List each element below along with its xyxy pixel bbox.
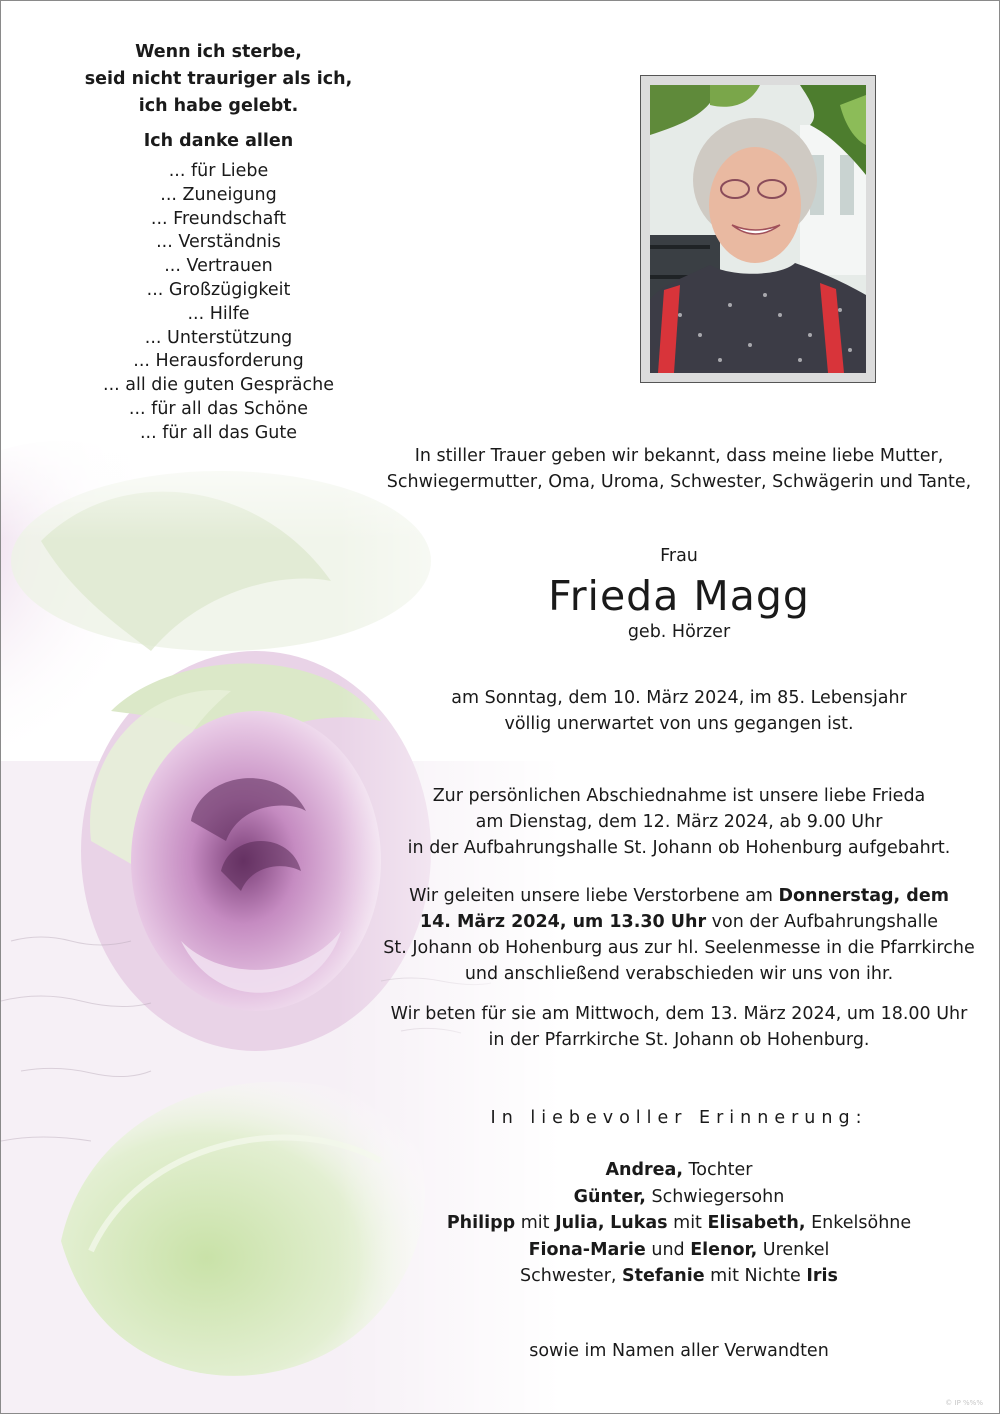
poem-opening (61, 39, 376, 120)
prayer-text (381, 1001, 977, 1053)
family-member-name: Elisabeth, (707, 1213, 806, 1233)
family-relation: Schwiegersohn (645, 1186, 785, 1207)
poem-thanks: Ich danke allen (143, 131, 294, 151)
family-list (381, 1157, 977, 1290)
passing-line: am Sonntag, dem 10. März 2024, im 85. Lebensjahr (451, 688, 907, 708)
announcement (381, 443, 977, 1364)
intro-line: Schwiegermutter, Oma, Uroma, Schwester, Schwägerin und Tante, (386, 472, 972, 492)
family-member-name: Lukas (610, 1213, 668, 1233)
family-relation: Urenkel (757, 1239, 830, 1260)
prayer-line: in der Pfarrkirche St. Johann ob Hohenburg. (488, 1030, 870, 1050)
family-member-name: Julia, (555, 1213, 605, 1233)
portrait-photo-frame (640, 75, 876, 383)
family-relation: Tochter (682, 1160, 753, 1180)
intro-line: In stiller Trauer geben wir bekannt, dass meine liebe Mutter, (414, 446, 944, 466)
poem-line: ... für Liebe (168, 161, 269, 181)
poem-line: ... Zuneigung (160, 184, 277, 205)
procession-date-bold: Donnerstag, dem (778, 886, 949, 906)
poem-line: ... für all das Schöne (128, 398, 309, 419)
poem-lines (61, 160, 376, 446)
poem-line: ... Herausforderung (133, 351, 304, 372)
poem-opening-line: seid nicht trauriger als ich, (84, 69, 353, 89)
family-member-name: Fiona-Marie (528, 1239, 646, 1260)
poem-line: ... Vertrauen (164, 256, 273, 277)
family-connector: mit (515, 1213, 556, 1233)
family-row (381, 1237, 977, 1264)
family-member-name: Philipp (446, 1213, 516, 1233)
passing-line: völlig unerwartet von uns gegangen ist. (504, 714, 854, 734)
family-member-name: Günter, (573, 1186, 646, 1207)
poem-line: ... Freundschaft (150, 208, 287, 229)
prayer-line: Wir beten für sie am Mittwoch, dem 13. März 2024, um 18.00 Uhr (390, 1004, 968, 1024)
memory-heading: In liebevoller Erinnerung: (490, 1108, 868, 1128)
family-row (381, 1157, 977, 1184)
poem-opening-line: Wenn ich sterbe, (135, 42, 302, 62)
maiden-name: geb. Hörzer (627, 622, 731, 642)
family-row (381, 1184, 977, 1211)
procession-line (381, 909, 977, 935)
family-connector: mit Nichte (704, 1266, 807, 1286)
closing-line: sowie im Namen aller Verwandten (529, 1340, 829, 1361)
poem-line: ... für all das Gute (139, 422, 298, 443)
passing-text (381, 685, 977, 737)
viewing-line: am Dienstag, dem 12. März 2024, ab 9.00 Uhr (475, 812, 883, 832)
poem-line: ... Hilfe (187, 303, 250, 324)
procession-line (381, 883, 977, 909)
viewing-line: Zur persönlichen Abschiednahme ist unsere liebe Frieda (432, 786, 926, 806)
poem-line: ... all die guten Gespräche (103, 375, 334, 396)
deceased-name: Frieda Magg (548, 572, 810, 620)
intro-text (381, 443, 977, 495)
viewing-text (381, 783, 977, 861)
family-member-name: Iris (806, 1266, 838, 1286)
family-member-name: Andrea, (605, 1160, 683, 1180)
family-row (381, 1210, 977, 1237)
family-relation: Schwester, (520, 1266, 623, 1286)
family-connector: mit (667, 1213, 708, 1233)
poem-line: ... Großzügigkeit (146, 279, 291, 300)
family-relation: Enkelsöhne (805, 1213, 912, 1233)
family-member-name: Stefanie (622, 1266, 705, 1286)
poem (61, 39, 376, 446)
portrait-photo (650, 85, 866, 373)
family-member-name: Elenor, (690, 1239, 758, 1260)
procession-text (381, 883, 977, 987)
poem-line: ... Unterstützung (144, 327, 293, 348)
poem-line: ... Verständnis (156, 232, 281, 253)
procession-date-bold: 14. März 2024, um 13.30 Uhr (419, 912, 707, 932)
viewing-line: in der Aufbahrungshalle St. Johann ob Hohenburg aufgebahrt. (407, 838, 951, 858)
salutation: Frau (660, 546, 698, 566)
family-row (381, 1263, 977, 1290)
procession-line: St. Johann ob Hohenburg aus zur hl. Seelenmesse in die Pfarrkirche (383, 938, 975, 958)
procession-text-segment: von der Aufbahrungshalle (706, 912, 939, 932)
poem-opening-line: ich habe gelebt. (138, 96, 299, 116)
procession-line: und anschließend verabschieden wir uns von ihr. (464, 964, 894, 984)
family-connector: und (645, 1239, 691, 1260)
print-mark: © IP %%% (945, 1399, 983, 1407)
procession-text-segment: Wir geleiten unsere liebe Verstorbene am (409, 886, 779, 906)
